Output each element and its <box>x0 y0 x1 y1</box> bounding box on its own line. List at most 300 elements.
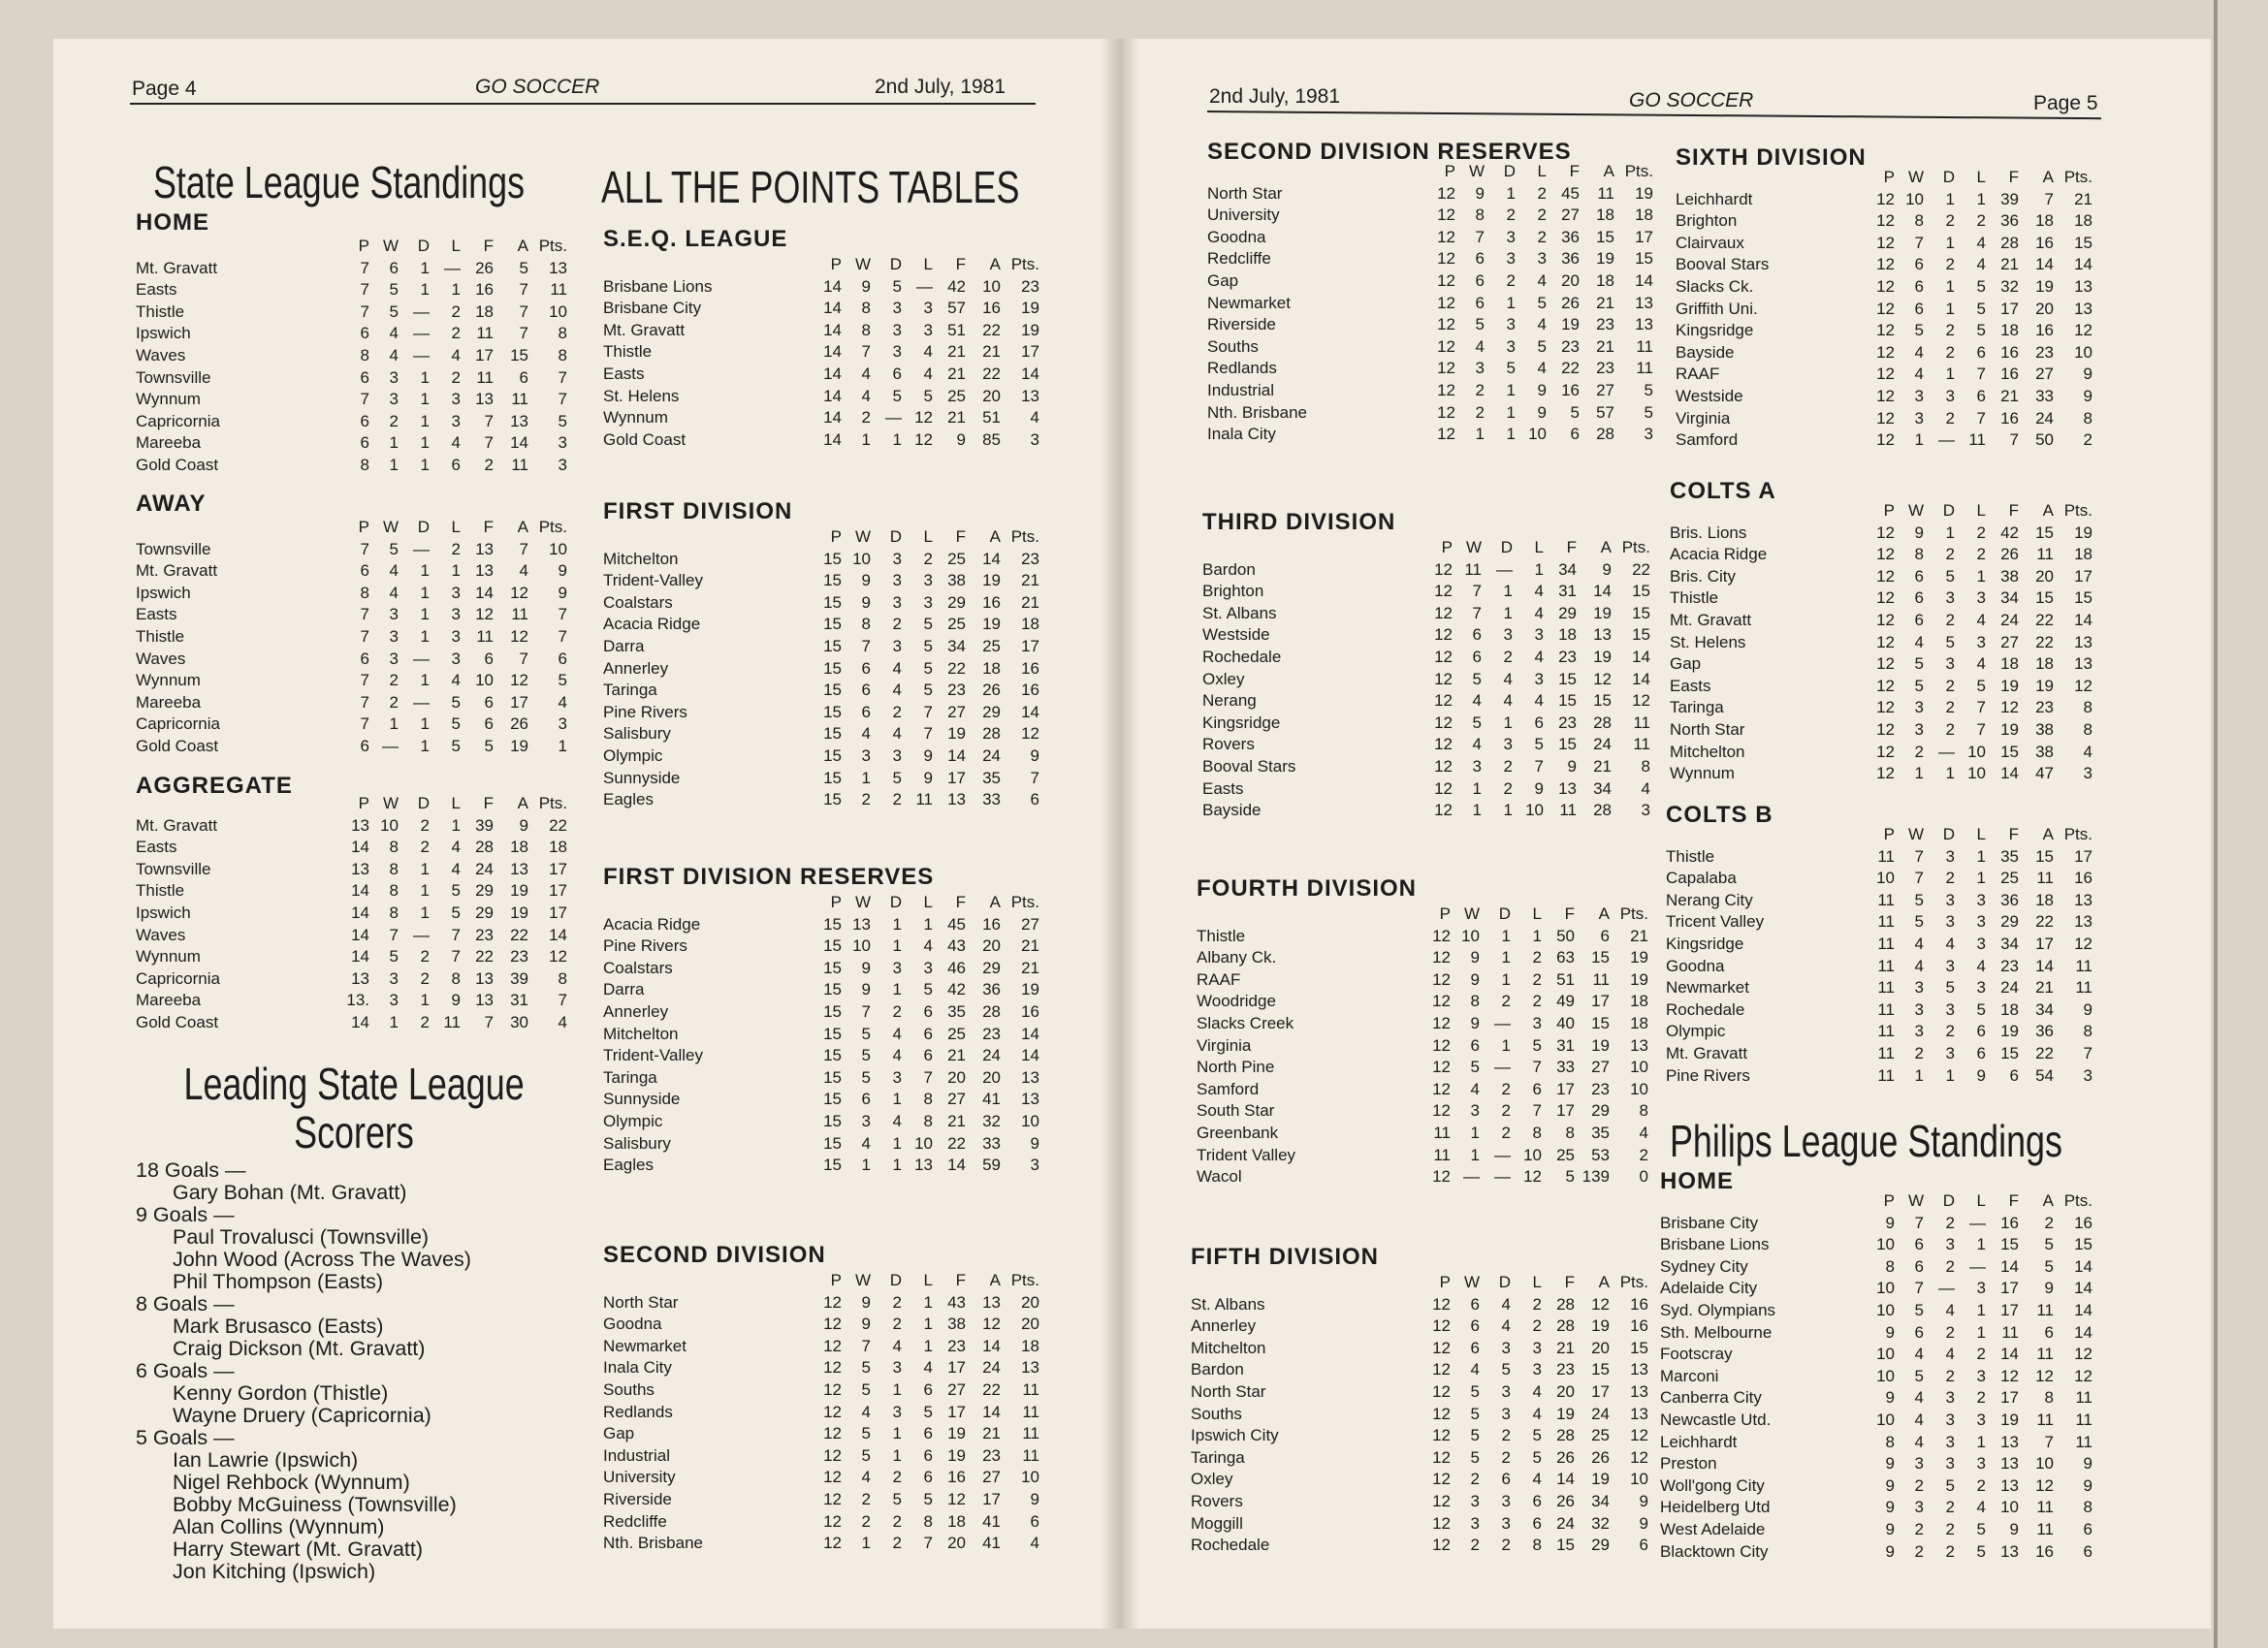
column-header: F <box>1564 904 1575 923</box>
stat-cell: 11 <box>476 626 494 646</box>
stat-cell: 10 <box>475 671 494 690</box>
stat-cell: 15 <box>1632 625 1650 645</box>
team-name: University <box>1207 206 1280 225</box>
stat-cell: 10 <box>2035 1454 2054 1474</box>
stat-cell: — <box>1969 1213 1986 1232</box>
stat-cell: 11 <box>2075 1410 2092 1429</box>
stat-cell: 2 <box>420 947 430 967</box>
stat-cell: 12 <box>1437 293 1455 312</box>
stat-cell: 3 <box>892 636 902 655</box>
team-name: Thistle <box>136 881 185 901</box>
stat-cell: 6 <box>923 1001 933 1021</box>
stat-cell: 20 <box>982 1067 1001 1087</box>
stat-cell: 5 <box>861 1046 871 1065</box>
stat-cell: 17 <box>510 692 528 712</box>
stat-cell: 12 <box>475 605 494 624</box>
stat-cell: 12 <box>982 1315 1001 1334</box>
stat-cell: 8 <box>389 881 399 901</box>
stat-cell: 27 <box>982 1468 1001 1487</box>
stat-cell: 19 <box>1556 1404 1575 1423</box>
stat-cell: 6 <box>360 649 369 668</box>
table-row <box>1660 1213 2092 1235</box>
stat-cell: 2 <box>1506 270 1516 290</box>
stat-cell: 12 <box>1437 425 1455 444</box>
stat-cell: 10 <box>1461 926 1480 945</box>
stat-cell: 3 <box>1976 890 1986 909</box>
stat-cell: 34 <box>947 636 966 655</box>
column-header: W <box>1907 168 1924 186</box>
stat-cell: 27 <box>1596 380 1614 399</box>
stat-cell: 18 <box>2074 211 2092 231</box>
stat-cell: 7 <box>1914 1213 1924 1232</box>
stat-cell: 15 <box>1630 1338 1648 1357</box>
stat-cell: 7 <box>861 1336 871 1355</box>
team-name: Waves <box>136 649 186 668</box>
stat-cell: 3 <box>1503 735 1513 754</box>
stat-cell: 5 <box>861 1379 871 1399</box>
stat-cell: 14 <box>351 881 369 901</box>
team-name: Inala City <box>603 1358 672 1378</box>
stat-cell: 1 <box>1945 299 1955 318</box>
team-name: Pine Rivers <box>603 702 687 721</box>
column-header: A <box>1598 1273 1610 1291</box>
stat-cell: 6 <box>360 433 369 453</box>
stat-cell: 18 <box>1596 206 1614 225</box>
stat-cell: 35 <box>947 1001 966 1021</box>
team-name: Samford <box>1197 1079 1260 1098</box>
stat-cell: 4 <box>861 364 871 383</box>
table-row <box>1191 1469 1648 1491</box>
stat-cell: 22 <box>982 1379 1001 1399</box>
stat-cell: 8 <box>923 1090 933 1109</box>
stat-cell: 21 <box>947 364 966 383</box>
team-name: Taringa <box>603 681 657 700</box>
column-header: L <box>1976 168 1986 186</box>
stat-cell: 20 <box>947 1067 966 1087</box>
table-row <box>136 583 567 605</box>
column-header: P <box>1444 162 1455 180</box>
stat-cell: 38 <box>2000 566 2019 586</box>
stat-cell: 23 <box>982 1024 1001 1043</box>
stat-cell: 29 <box>1591 1101 1610 1121</box>
stat-cell: 15 <box>1591 948 1610 967</box>
stat-cell: 12 <box>1876 364 1895 384</box>
stat-cell: 17 <box>1556 1101 1575 1121</box>
stat-cell: 18 <box>2035 654 2054 674</box>
stat-cell: 3 <box>892 1402 902 1421</box>
stat-cell: 2 <box>1501 1079 1511 1098</box>
stat-cell: 12 <box>510 626 528 646</box>
stat-cell: 15 <box>1591 1013 1610 1032</box>
stat-cell: 4 <box>892 1336 902 1355</box>
stat-cell: 15 <box>823 615 842 634</box>
team-name: Preston <box>1660 1454 1717 1474</box>
stat-cell: 5 <box>1644 380 1653 399</box>
stat-cell: 3 <box>1976 934 1986 953</box>
stat-cell: 1 <box>420 561 430 581</box>
issue-date: 2nd July, 1981 <box>875 76 1006 98</box>
stat-cell: 12 <box>1432 1447 1451 1467</box>
stat-cell: 6 <box>1532 1513 1542 1533</box>
stat-cell: 17 <box>2000 1388 2019 1408</box>
stat-cell: 18 <box>1596 270 1614 290</box>
stat-cell: 21 <box>982 1424 1001 1443</box>
table-row <box>1660 1497 2092 1519</box>
stat-cell: 3 <box>1537 249 1547 269</box>
stat-cell: — <box>1463 1167 1480 1187</box>
team-name: Mareeba <box>136 692 202 712</box>
stat-cell: 6 <box>892 364 902 383</box>
table-row <box>1676 320 2092 342</box>
column-header: Pts. <box>2063 501 2092 520</box>
stat-cell: 2 <box>1976 523 1986 542</box>
stat-cell: 3 <box>1030 429 1039 449</box>
stat-cell: — <box>1938 430 1955 450</box>
stat-cell: 11 <box>915 790 933 809</box>
stat-cell: 1 <box>420 736 430 755</box>
stat-cell: 1 <box>1945 233 1955 252</box>
stat-cell: 11 <box>550 280 567 300</box>
stat-cell: 11 <box>1877 999 1895 1019</box>
team-name: Souths <box>603 1379 655 1399</box>
team-name: Acacia Ridge <box>603 914 701 934</box>
team-name: Waves <box>136 345 186 364</box>
team-name: Newmarket <box>603 1336 687 1355</box>
stat-cell: 13 <box>510 411 528 430</box>
stat-cell: 3 <box>892 1358 902 1378</box>
stat-cell: 1 <box>1506 293 1516 312</box>
stat-cell: 6 <box>1472 625 1482 645</box>
stat-cell: 16 <box>2074 1213 2092 1232</box>
stat-cell: 2 <box>1945 545 1955 564</box>
stat-cell: 3 <box>892 320 902 339</box>
stat-cell: 33 <box>2035 386 2054 405</box>
column-header: D <box>1942 168 1955 186</box>
stat-cell: 1 <box>389 714 399 734</box>
stat-cell: 3 <box>892 549 902 568</box>
table-row <box>603 1511 1039 1534</box>
stat-cell: 13 <box>475 539 494 558</box>
stat-cell: 12 <box>914 429 933 449</box>
stat-cell: 7 <box>1976 719 1986 739</box>
stat-cell: 12 <box>1434 625 1453 645</box>
stat-cell: 34 <box>1591 1491 1610 1510</box>
table-row <box>603 1155 1039 1177</box>
scorer-name: Wayne Druery (Capricornia) <box>173 1404 431 1427</box>
stat-cell: — <box>885 408 902 428</box>
stat-cell: 5 <box>1537 336 1547 356</box>
stat-cell: 4 <box>1914 1345 1924 1364</box>
stat-cell: 14 <box>351 947 369 967</box>
stat-cell: 17 <box>947 1402 966 1421</box>
stat-cell: 1 <box>451 280 461 300</box>
stat-cell: 10 <box>852 549 871 568</box>
stat-cell: 20 <box>982 386 1001 405</box>
stat-cell: 3 <box>892 958 902 977</box>
column-header: A <box>1603 162 1614 180</box>
away-table-block <box>136 490 567 758</box>
table-row <box>603 1067 1039 1090</box>
stat-cell: 8 <box>389 903 399 922</box>
team-name: Woll'gong City <box>1660 1475 1765 1495</box>
stat-cell: 2 <box>1945 610 1955 629</box>
stat-cell: 11 <box>1433 1145 1451 1164</box>
stat-cell: 2 <box>1945 342 1955 362</box>
team-name: Townsville <box>136 859 211 878</box>
stat-cell: 7 <box>360 671 369 690</box>
stat-cell: 2 <box>1914 1519 1924 1538</box>
stat-cell: 5 <box>1945 632 1955 651</box>
stat-cell: 4 <box>923 342 933 362</box>
stat-cell: 5 <box>1976 999 1986 1019</box>
stat-cell: 12 <box>2074 934 2092 953</box>
stat-cell: 7 <box>519 280 528 300</box>
stat-cell: 5 <box>1976 299 1986 318</box>
stat-cell: 4 <box>861 1133 871 1153</box>
stat-cell: 4 <box>451 433 461 453</box>
seq-heading: S.E.Q. LEAGUE <box>603 226 788 252</box>
stat-cell: 3 <box>1945 890 1955 909</box>
table-row <box>1197 1145 1648 1167</box>
stat-cell: 13 <box>475 968 494 988</box>
table-header-row <box>603 254 1039 276</box>
stat-cell: 3 <box>1976 632 1986 651</box>
stat-cell: 15 <box>1558 669 1577 688</box>
stat-cell: 19 <box>1591 1316 1610 1336</box>
stat-cell: 12 <box>1876 742 1895 761</box>
stat-cell: 14 <box>2035 956 2054 975</box>
column-header: P <box>1439 1273 1451 1291</box>
table-row <box>1202 624 1650 647</box>
stat-cell: 10 <box>1876 1300 1895 1319</box>
stat-cell: 2 <box>451 324 461 343</box>
table-row <box>1660 1410 2092 1432</box>
stat-cell: 8 <box>360 455 369 474</box>
stat-cell: 22 <box>475 947 494 967</box>
second-division-table <box>603 1270 1039 1555</box>
team-name: Riverside <box>603 1489 672 1508</box>
stat-cell: 4 <box>1532 1381 1542 1401</box>
team-name: Wynnum <box>136 947 201 967</box>
column-header: A <box>2042 825 2054 843</box>
stat-cell: 9 <box>1537 380 1547 399</box>
table-row <box>1676 408 2092 430</box>
stat-cell: 21 <box>2000 255 2019 274</box>
stat-cell: 14 <box>351 1012 369 1031</box>
stat-cell: 9 <box>1914 523 1924 542</box>
stat-cell: 12 <box>1432 1491 1451 1510</box>
table-header-row <box>1191 1272 1648 1294</box>
stat-cell: 13 <box>1630 1035 1648 1055</box>
table-row <box>136 968 567 991</box>
column-header: A <box>517 237 528 255</box>
stat-cell: 10 <box>1523 1145 1542 1164</box>
stat-cell: 12 <box>1432 1426 1451 1445</box>
third-division-block <box>1202 508 1650 822</box>
stat-cell: 8 <box>861 299 871 318</box>
scorer-name: Ian Lawrie (Ipswich) <box>173 1448 359 1472</box>
stat-cell: 4 <box>1537 270 1547 290</box>
stat-cell: 12 <box>1630 1426 1648 1445</box>
table-row <box>136 990 567 1012</box>
scorer-name: Harry Stewart (Mt. Gravatt) <box>173 1537 424 1561</box>
column-header: W <box>854 893 871 911</box>
page-edge <box>2214 0 2218 1648</box>
team-name: Rochedale <box>1191 1536 1270 1555</box>
stat-cell: 1 <box>1506 402 1516 422</box>
stat-cell: 3 <box>451 583 461 602</box>
stat-cell: 8 <box>1475 206 1485 225</box>
stat-cell: 16 <box>982 592 1001 612</box>
team-name: Sunnyside <box>603 1090 681 1109</box>
stat-cell: 14 <box>2000 1345 2019 1364</box>
stat-cell: 12 <box>2074 1345 2092 1364</box>
stat-cell: 5 <box>389 301 399 321</box>
table-row <box>136 880 567 903</box>
team-name: Westside <box>1676 386 1743 405</box>
sixth-division-table <box>1676 167 2092 452</box>
stat-cell: 14 <box>1635 270 1653 290</box>
stat-cell: 1 <box>420 433 430 453</box>
stat-cell: 12 <box>2035 1475 2054 1495</box>
first-division-heading: FIRST DIVISION <box>603 498 793 524</box>
stat-cell: 12 <box>1876 321 1895 340</box>
stat-cell: 12 <box>2074 1366 2092 1385</box>
stat-cell: 8 <box>558 345 567 364</box>
stat-cell: 7 <box>360 258 369 277</box>
table-row <box>603 1489 1039 1511</box>
stat-cell: 6 <box>1475 293 1485 312</box>
team-name: Trident Valley <box>1197 1145 1296 1164</box>
first-reserves-block <box>603 863 1039 1177</box>
table-row <box>1197 1057 1648 1079</box>
stat-cell: 18 <box>2000 999 2019 1019</box>
stat-cell: 2 <box>1976 211 1986 231</box>
stat-cell: 12 <box>1523 1167 1542 1187</box>
stat-cell: 14 <box>823 408 842 428</box>
stat-cell: 4 <box>558 1012 567 1031</box>
stat-cell: 5 <box>1565 1167 1575 1187</box>
scorer-name: Gary Bohan (Mt. Gravatt) <box>173 1181 407 1204</box>
stat-cell: 19 <box>1635 183 1653 203</box>
table-row <box>1676 233 2092 255</box>
stat-cell: 11 <box>1877 956 1895 975</box>
column-header: F <box>1566 538 1577 556</box>
stat-cell: 6 <box>360 324 369 343</box>
stat-cell: 12 <box>823 1511 842 1531</box>
stat-cell: 4 <box>1470 1360 1480 1379</box>
table-row <box>1660 1475 2092 1498</box>
column-header: A <box>1598 904 1610 923</box>
stat-cell: 29 <box>475 881 494 901</box>
table-row <box>136 713 567 736</box>
team-name: Ipswich City <box>1191 1426 1279 1445</box>
column-header: Pts. <box>1010 1271 1039 1289</box>
stat-cell: 3 <box>1472 756 1482 776</box>
table-row <box>1191 1491 1648 1513</box>
table-row <box>603 1111 1039 1133</box>
stat-cell: 23 <box>1596 359 1614 378</box>
stat-cell: 3 <box>1030 1156 1039 1175</box>
stat-cell: 11 <box>2036 1410 2054 1429</box>
column-header: L <box>1532 904 1542 923</box>
stat-cell: 21 <box>947 342 966 362</box>
stat-cell: 9 <box>2083 999 2092 1019</box>
stat-cell: 3 <box>1470 1491 1480 1510</box>
team-name: Blacktown City <box>1660 1541 1769 1561</box>
stat-cell: 1 <box>420 258 430 277</box>
stat-cell: 5 <box>923 636 933 655</box>
stat-cell: 19 <box>1561 315 1580 334</box>
stat-cell: 14 <box>2000 764 2019 783</box>
table-row <box>1666 868 2092 890</box>
stat-cell: 3 <box>1976 1279 1986 1298</box>
stat-cell: 15 <box>823 1046 842 1065</box>
stat-cell: 22 <box>947 658 966 678</box>
stat-cell: 8 <box>2083 408 2092 428</box>
stat-cell: 9 <box>2083 386 2092 405</box>
stat-cell: 18 <box>1021 615 1039 634</box>
stat-cell: 1 <box>1470 1145 1480 1164</box>
stat-cell: 14 <box>982 1336 1001 1355</box>
page-number: Page 5 <box>2033 92 2098 114</box>
stat-cell: 5 <box>389 539 399 558</box>
stat-cell: 2 <box>1501 1426 1511 1445</box>
colts-b-heading: COLTS B <box>1666 802 1773 828</box>
team-name: Redlands <box>1207 359 1277 378</box>
stat-cell: 14 <box>823 386 842 405</box>
stat-cell: 7 <box>1030 768 1039 787</box>
team-name: Thistle <box>1670 588 1719 608</box>
stat-cell: 9 <box>1885 1388 1895 1408</box>
stat-cell: 16 <box>1630 1316 1648 1336</box>
stat-cell: 1 <box>389 455 399 474</box>
stat-cell: 6 <box>1030 1511 1039 1531</box>
stat-cell: 5 <box>892 1489 902 1508</box>
stat-cell: 28 <box>1593 713 1612 732</box>
column-header: W <box>1907 1191 1924 1210</box>
team-name: Eagles <box>603 1156 654 1175</box>
stat-cell: 6 <box>1976 1043 1986 1062</box>
stat-cell: 9 <box>861 276 871 296</box>
stat-cell: 14 <box>1593 582 1612 601</box>
stat-cell: 8 <box>923 1111 933 1130</box>
team-name: Booval Stars <box>1202 756 1296 776</box>
table-row <box>1202 581 1650 603</box>
stat-cell: 2 <box>892 1534 902 1553</box>
team-name: Taringa <box>1670 698 1724 717</box>
stat-cell: 41 <box>982 1534 1001 1553</box>
stat-cell: 26 <box>510 714 528 734</box>
stat-cell: 16 <box>2074 869 2092 888</box>
stat-cell: 41 <box>982 1511 1001 1531</box>
aggregate-heading: AGGREGATE <box>136 773 293 799</box>
table-row <box>1670 523 2092 545</box>
stat-cell: 5 <box>892 276 902 296</box>
table-row <box>603 958 1039 980</box>
stat-cell: 38 <box>947 571 966 590</box>
team-name: Salisbury <box>603 1133 671 1153</box>
stat-cell: 16 <box>947 1468 966 1487</box>
stat-cell: 15 <box>1591 1360 1610 1379</box>
stat-cell: 19 <box>1630 969 1648 989</box>
team-name: North Star <box>603 1292 679 1312</box>
stat-cell: 51 <box>982 408 1001 428</box>
stat-cell: 3 <box>861 1111 871 1130</box>
table-row <box>136 604 567 626</box>
stat-cell: 7 <box>861 636 871 655</box>
stat-cell: 12 <box>1021 724 1039 744</box>
